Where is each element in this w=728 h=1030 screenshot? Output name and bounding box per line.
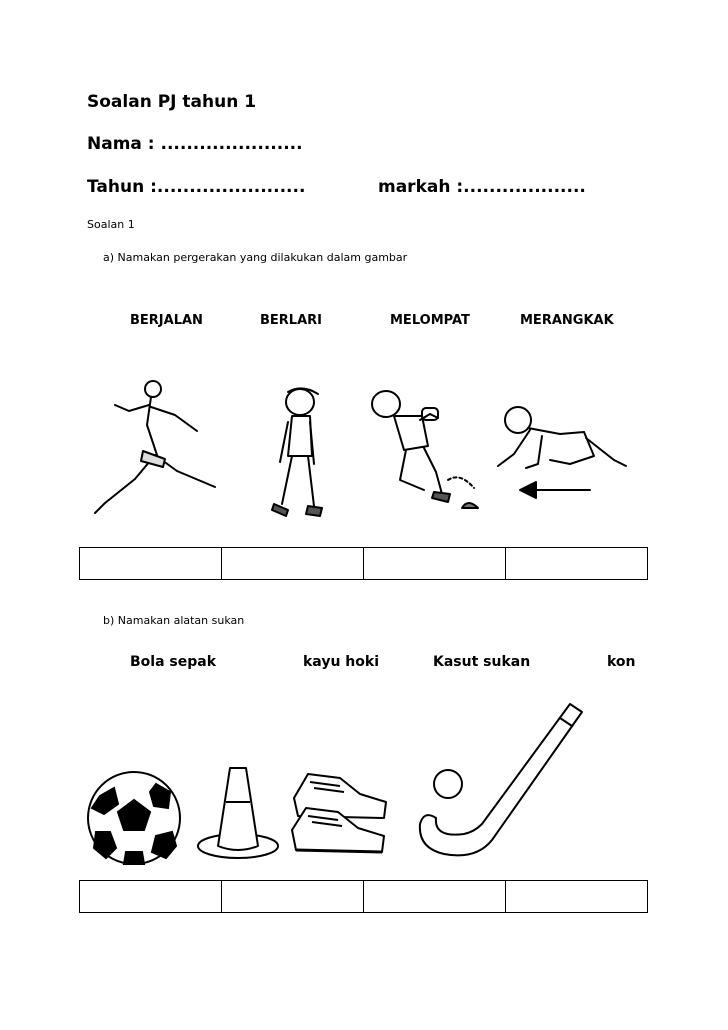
answer-cell-1[interactable] <box>80 548 222 580</box>
option-berjalan: BERJALAN <box>130 313 203 328</box>
answer-cell-3[interactable] <box>364 881 506 913</box>
answer-cell-1[interactable] <box>80 881 222 913</box>
option-merangkak: MERANGKAK <box>520 313 614 328</box>
option-kayu-hoki: kayu hoki <box>303 654 379 670</box>
traffic-cone-image <box>196 762 280 862</box>
answer-cell-4[interactable] <box>506 881 648 913</box>
walking-boy-image <box>262 382 332 522</box>
marks-field[interactable]: markah :................... <box>378 177 586 197</box>
year-field[interactable]: Tahun :....................... <box>87 177 306 197</box>
option-bola-sepak: Bola sepak <box>130 654 217 670</box>
worksheet-title: Soalan PJ tahun 1 <box>87 92 257 112</box>
crawling-boy-image <box>490 398 635 503</box>
part-b-prompt: b) Namakan alatan sukan <box>103 614 245 627</box>
answer-cell-2[interactable] <box>222 881 364 913</box>
part-a-prompt: a) Namakan pergerakan yang dilakukan dalam gambar <box>103 251 408 264</box>
option-berlari: BERLARI <box>260 313 322 328</box>
sport-shoes-image <box>288 768 390 868</box>
answer-cell-3[interactable] <box>364 548 506 580</box>
option-kasut-sukan: Kasut sukan <box>433 654 531 670</box>
answer-cell-4[interactable] <box>506 548 648 580</box>
question-label: Soalan 1 <box>87 218 135 231</box>
option-kon: kon <box>607 654 636 670</box>
option-melompat: MELOMPAT <box>390 313 470 328</box>
name-field[interactable]: Nama : ...................... <box>87 134 303 154</box>
answer-cell-2[interactable] <box>222 548 364 580</box>
running-figure-image <box>85 375 225 520</box>
hockey-stick-and-ball-image <box>410 700 590 862</box>
answer-row <box>80 881 648 913</box>
part-a-answer-table <box>79 547 648 580</box>
part-b-answer-table <box>79 880 648 913</box>
jumping-boy-image <box>364 380 494 525</box>
answer-row <box>80 548 648 580</box>
soccer-ball-image <box>86 770 182 866</box>
